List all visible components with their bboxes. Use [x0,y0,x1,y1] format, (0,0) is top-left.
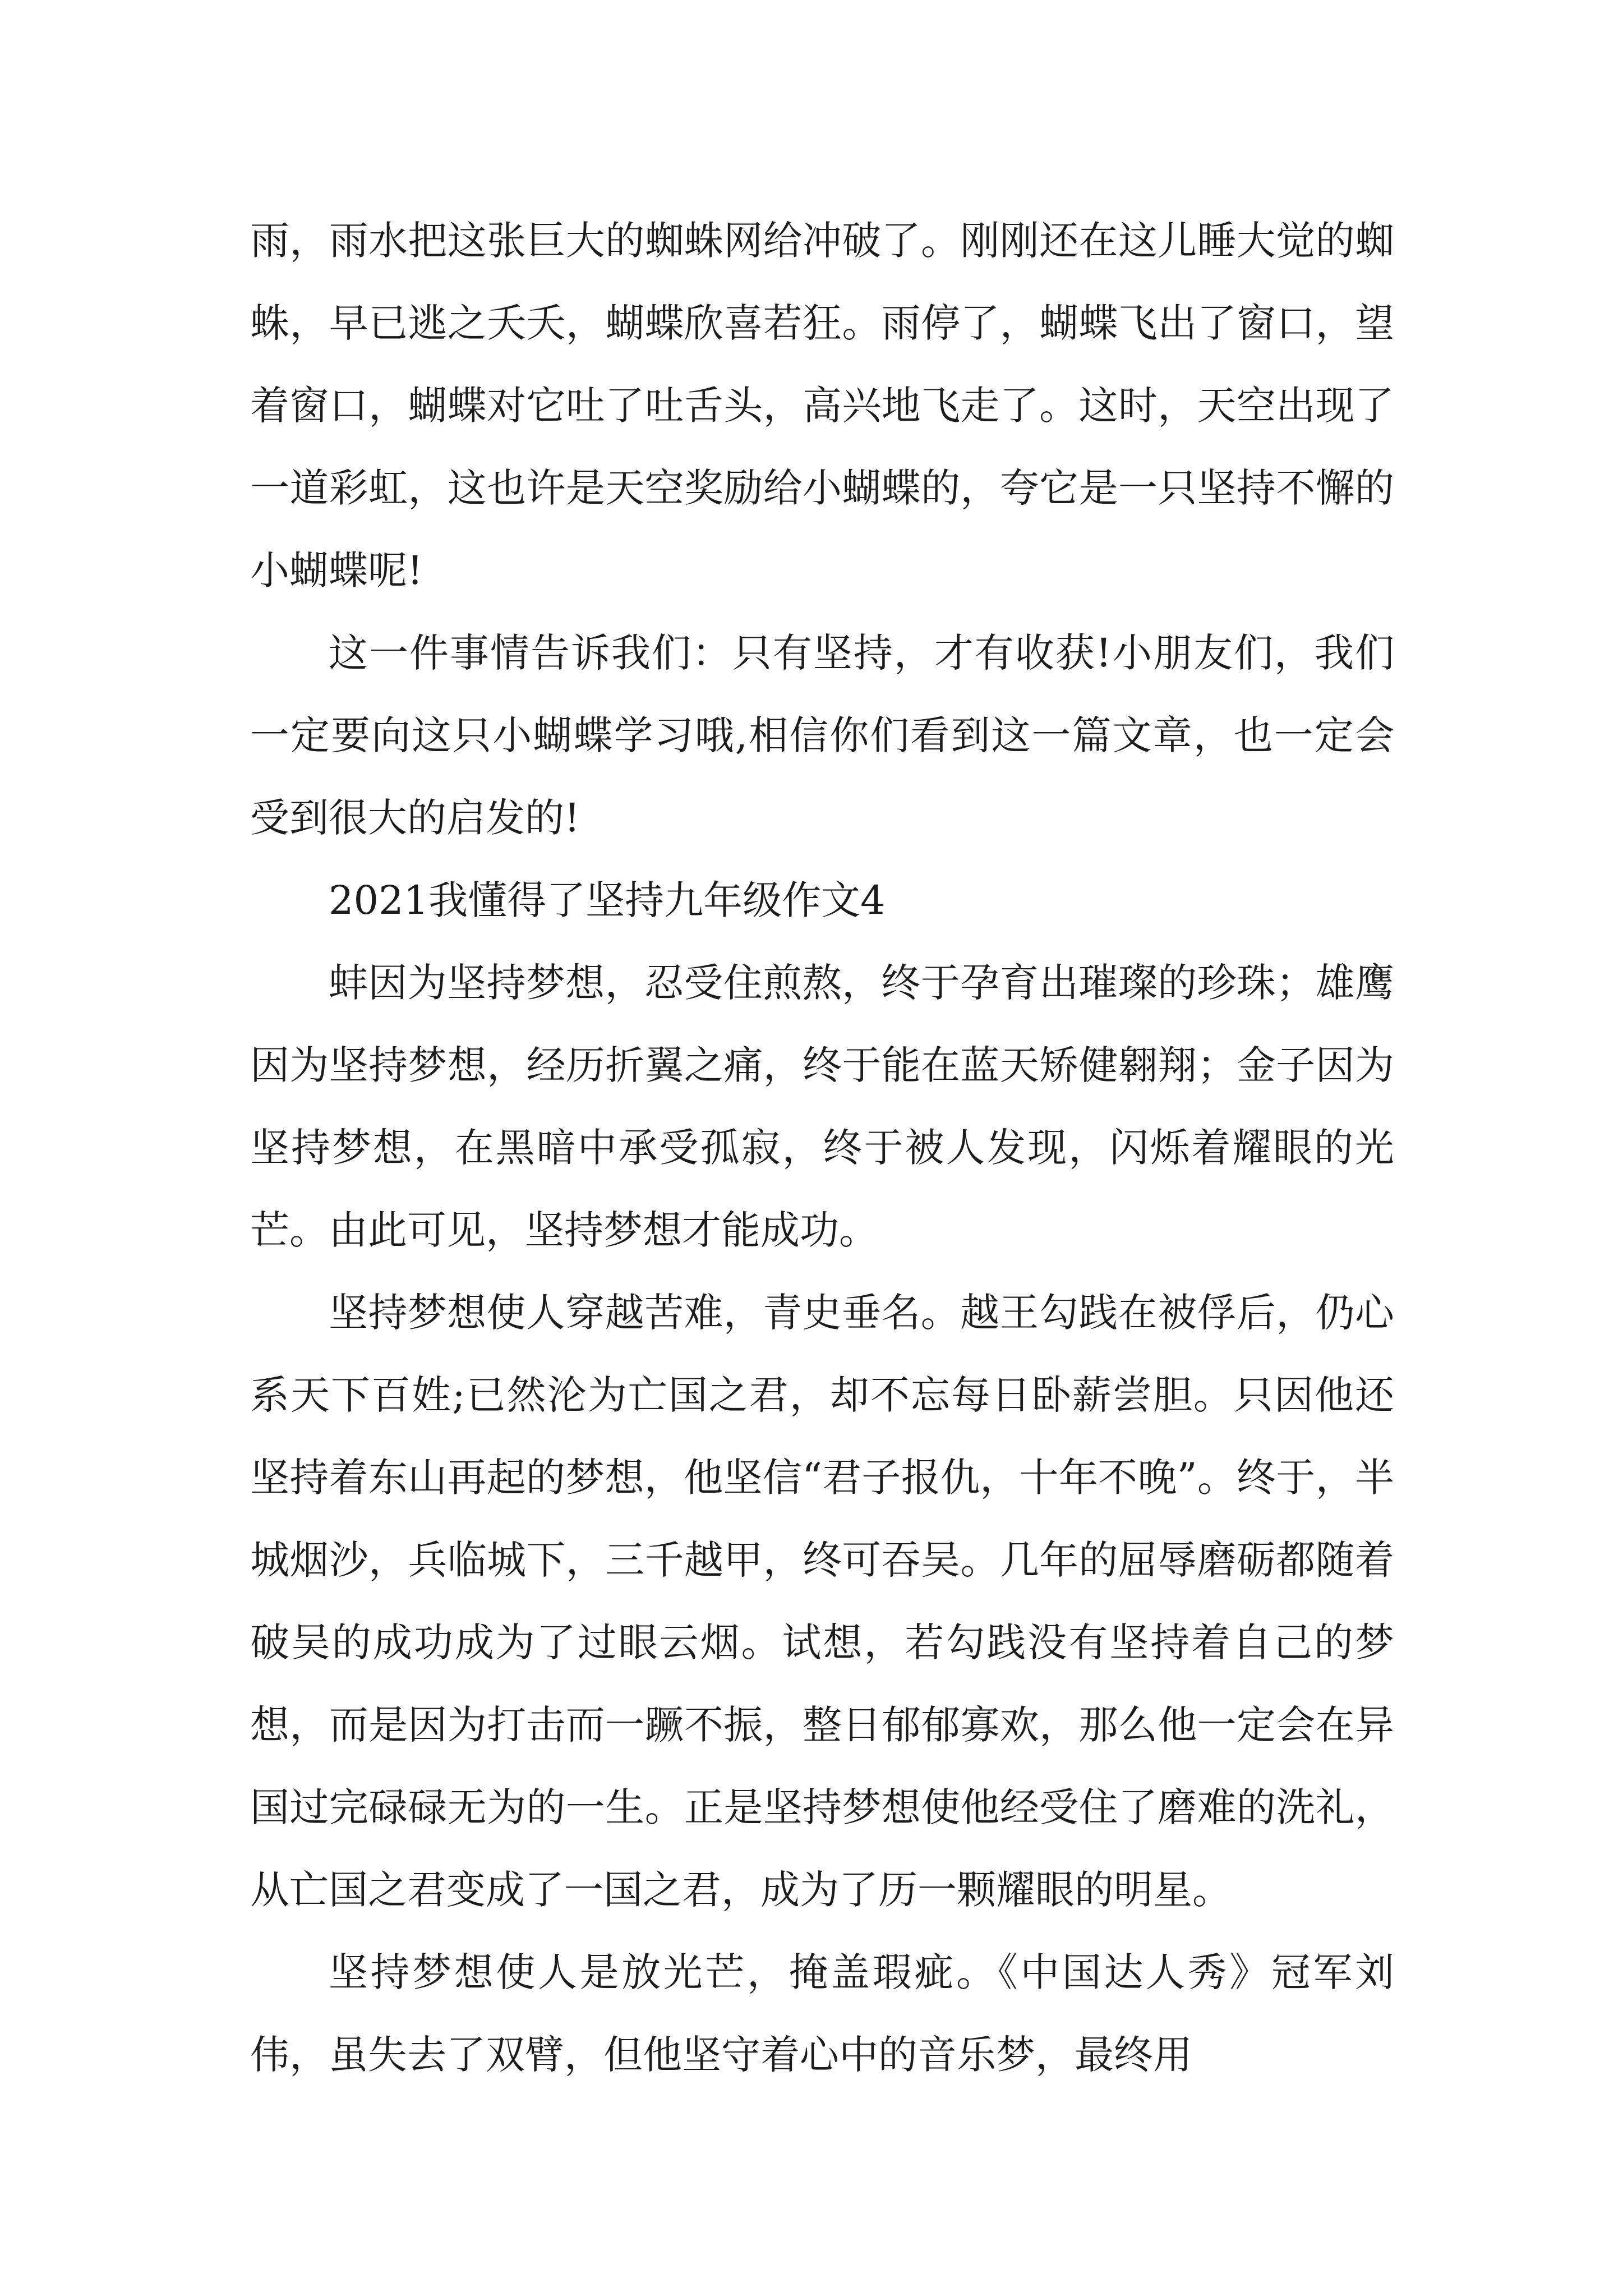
paragraph-liuwei: 坚持梦想使人是放光芒，掩盖瑕疵。《中国达人秀》冠军刘伟，虽失去了双臂，但他坚守着心中的音乐梦，最终用 [250,1949,1394,2078]
paragraph-continuation: 雨，雨水把这张巨大的蜘蛛网给冲破了。刚刚还在这儿睡大觉的蜘蛛，早已逃之夭夭，蝴蝶欣喜若狂。雨停了，蝴蝶飞出了窗口，望着窗口，蝴蝶对它吐了吐舌头，高兴地飞走了。这时，天空出现了一道彩虹，这也许是天空奖励给小蝴蝶的，夸它是一只坚持不懈的小蝴蝶呢! [250,218,1394,593]
paragraph-intro: 蚌因为坚持梦想，忍受住煎熬，终于孕育出璀璨的珍珠；雄鹰因为坚持梦想，经历折翼之痛，终于能在蓝天矫健翱翔；金子因为坚持梦想，在黑暗中承受孤寂，终于被人发现，闪烁着耀眼的光芒。由此可见，坚持梦想才能成功。 [250,960,1394,1253]
paragraph-goujian: 坚持梦想使人穿越苦难，青史垂名。越王勾践在被俘后，仍心系天下百姓;已然沦为亡国之君，却不忘每日卧薪尝胆。只因他还坚持着东山再起的梦想，他坚信“君子报仇，十年不晚”。终于，半城烟沙，兵临城下，三千越甲，终可吞吴。几年的屈辱磨砺都随着破吴的成功成为了过眼云烟。试想，若勾践没有坚持着自己的梦想，而是因为打击而一蹶不振，整日郁郁寡欢，那么他一定会在异国过完碌碌无为的一生。正是坚持梦想使他经受住了磨难的洗礼，从亡国之君变成了一国之君，成为了历一颗耀眼的明星。 [250,1290,1394,1913]
paragraph-lesson: 这一件事情告诉我们：只有坚持，才有收获!小朋友们，我们一定要向这只小蝴蝶学习哦,相信你们看到这一篇文章，也一定会受到很大的启发的! [250,630,1394,841]
essay-title: 2021我懂得了坚持九年级作文4 [329,877,886,923]
essay-body [250,200,1394,2096]
